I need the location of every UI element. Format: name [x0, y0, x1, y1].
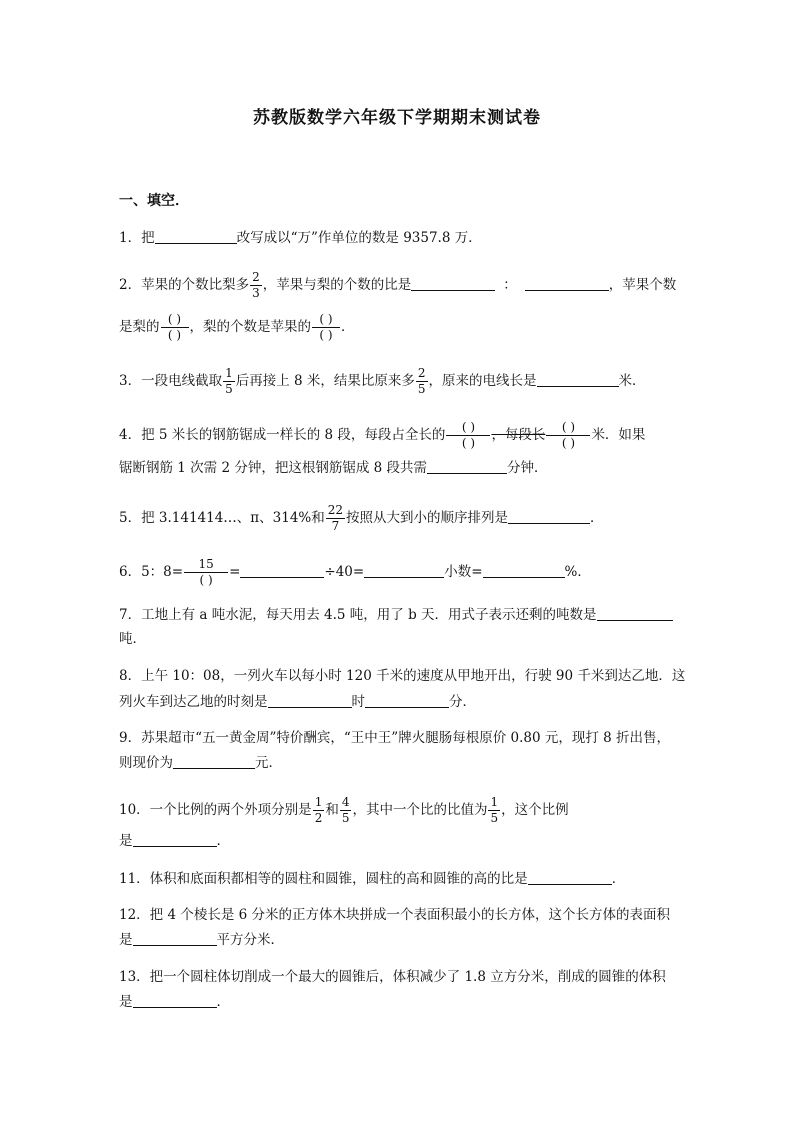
- q3-f1-numerator: 1: [225, 366, 233, 380]
- q9-blank[interactable]: [173, 753, 255, 769]
- question-4-line-1: [119, 420, 679, 451]
- q12-text-b: 是: [119, 932, 133, 948]
- q7-text-b: 吨．: [119, 631, 146, 647]
- page-title: 苏教版数学六年级下学期期末测试卷: [253, 108, 541, 128]
- q4-blank[interactable]: [427, 458, 507, 474]
- question-10-line-1: [119, 795, 679, 826]
- q2-text-g: ．: [341, 319, 355, 335]
- q4-fraction-1[interactable]: [446, 420, 490, 451]
- question-12-line-2: [119, 927, 679, 953]
- q3-f1-denominator: 5: [225, 382, 233, 396]
- section-heading: 一、填空．: [119, 193, 189, 209]
- q2-colon: ：: [503, 277, 517, 293]
- q4-text-b: ，每段长: [491, 427, 546, 443]
- q2-f3-numerator: ( ): [312, 312, 340, 328]
- q6-f1-numerator: 15: [184, 557, 228, 573]
- q6-text-c: ÷40=: [324, 564, 365, 580]
- q2-text-a: 2．苹果的个数比梨多: [119, 277, 250, 293]
- q9-text-a: 9．苏果超市“五一黄金周”特价酬宾，“王中王”牌火腿肠每根原价 0.80 元，现打 8 折出售，: [119, 730, 671, 746]
- question-5: [119, 503, 679, 534]
- q10-text-g: ．: [216, 833, 230, 849]
- q10-fraction-3: [488, 795, 500, 826]
- q2-text-b: ，苹果与梨的个数的比是: [262, 277, 412, 293]
- q1-text-a: 1．把: [119, 230, 155, 246]
- question-1: [119, 225, 679, 251]
- question-6: [119, 557, 679, 588]
- q7-text-a: 7．工地上有 a 吨水泥，每天用去 4.5 吨，用了 b 天．用式子表示还剩的吨数是: [119, 607, 597, 623]
- question-9-line-2: [119, 750, 679, 776]
- q5-text-a: 5．把 3.141414…、π、314%和: [119, 510, 325, 526]
- q10-fraction-1: [313, 795, 325, 826]
- q13-blank[interactable]: [133, 992, 217, 1008]
- q12-blank[interactable]: [133, 930, 217, 946]
- q5-text-c: ．: [590, 510, 604, 526]
- q7-blank[interactable]: [597, 605, 673, 621]
- q3-text-b: 后再接上 8 米，结果比原来多: [235, 373, 415, 389]
- question-11: [119, 866, 679, 892]
- q9-text-c: 元．: [255, 755, 282, 771]
- q9-text-b: 则现价为: [119, 755, 173, 771]
- q4-text-e: 分钟．: [507, 460, 548, 476]
- q6-text-b: =: [229, 564, 241, 580]
- question-2-line-2: [119, 312, 679, 343]
- q13-text-b: 是: [119, 994, 133, 1010]
- q10-text-a: 10．一个比例的两个外项分别是: [119, 802, 312, 818]
- question-3: [119, 366, 679, 397]
- q6-text-d: 小数=: [444, 564, 483, 580]
- question-2-line-1: [119, 270, 679, 301]
- question-13-line-1: [119, 964, 679, 990]
- q3-fraction-1: [223, 366, 235, 397]
- q3-fraction-2: [416, 366, 428, 397]
- question-9-line-1: [119, 725, 679, 751]
- q10-f3-denominator: 5: [490, 811, 499, 825]
- q3-text-c: ，原来的电线长是: [428, 373, 537, 389]
- q4-fraction-2[interactable]: [546, 420, 590, 451]
- q2-text-e: 是梨的: [119, 319, 160, 335]
- q4-text-d: 锯断钢筋 1 次需 2 分钟，把这根钢筋锯成 8 段共需: [119, 460, 428, 476]
- q6-text-a: 6．5：8=: [119, 564, 184, 580]
- q6-blank-1[interactable]: [240, 562, 324, 578]
- q5-f1-numerator: 22: [327, 503, 344, 517]
- q5-f1-denominator: 7: [331, 519, 340, 533]
- q10-fraction-2: [340, 795, 352, 826]
- q8-text-c: 时: [351, 694, 365, 710]
- q3-f2-numerator: 2: [417, 366, 426, 380]
- q11-text-a: 11．体积和底面积都相等的圆柱和圆锥，圆柱的高和圆锥的高的比是: [119, 871, 528, 887]
- q2-f2-numerator: ( ): [161, 312, 189, 328]
- q2-text-f: ，梨的个数是苹果的: [189, 319, 311, 335]
- q2-fraction-2[interactable]: [161, 312, 189, 343]
- q2-blank-2[interactable]: [525, 275, 609, 291]
- q5-text-b: 按照从大到小的顺序排列是: [346, 510, 509, 526]
- q6-blank-2[interactable]: [364, 562, 444, 578]
- q3-f2-denominator: 5: [417, 382, 426, 396]
- q8-blank-minute[interactable]: [365, 692, 449, 708]
- q8-text-b: 列火车到达乙地的时刻是: [119, 694, 268, 710]
- q5-fraction: [326, 503, 345, 534]
- q5-blank[interactable]: [508, 508, 590, 524]
- q13-text-a: 13．把一个圆柱体切削成一个最大的圆锥后，体积减少了 1.8 立方分米，削成的圆锥的体积: [119, 969, 666, 985]
- q6-f1-denominator: ( ): [199, 573, 213, 587]
- question-7-line-2: [119, 626, 679, 652]
- q3-text-d: 米．: [618, 373, 646, 389]
- q10-text-e: 是: [119, 833, 133, 849]
- q10-text-b: 和: [325, 802, 339, 818]
- q4-f2-denominator: ( ): [561, 436, 576, 450]
- q10-blank[interactable]: [133, 831, 217, 847]
- q10-f2-denominator: 5: [341, 811, 350, 825]
- q2-blank-1[interactable]: [411, 275, 495, 291]
- q11-text-b: ．: [611, 871, 626, 887]
- q12-text-a: 12．把 4 个棱长是 6 分米的正方体木块拼成一个表面积最小的长方体，这个长方体的表面积: [119, 907, 671, 923]
- q4-text-a: 4．把 5 米长的钢筋锯成一样长的 8 段，每段占全长的: [119, 427, 446, 443]
- q2-f2-denominator: ( ): [167, 328, 182, 342]
- question-13-line-2: [119, 989, 679, 1015]
- q10-text-d: ，这个比例: [501, 802, 569, 818]
- q10-text-c: ，其中一个比的比值为: [352, 802, 488, 818]
- q1-blank[interactable]: [155, 228, 237, 244]
- q10-f3-numerator: 1: [490, 795, 499, 809]
- q4-f1-denominator: ( ): [461, 436, 476, 450]
- q2-fraction-1: [250, 270, 262, 301]
- q4-text-c: 米．如果: [591, 427, 646, 443]
- q8-text-a: 8．上午 10：08，一列火车以每小时 120 千米的速度从甲地开出，行驶 90 千米到达乙地．这: [119, 668, 686, 684]
- q6-blank-3[interactable]: [483, 562, 565, 578]
- q11-blank[interactable]: [528, 869, 612, 885]
- q2-text-d: ，苹果个数: [608, 277, 677, 293]
- q13-text-c: ．: [216, 994, 230, 1010]
- question-12-line-1: [119, 902, 679, 928]
- question-8-line-2: [119, 689, 679, 715]
- q6-text-e: %．: [564, 564, 591, 580]
- q8-blank-hour[interactable]: [268, 692, 352, 708]
- question-4-line-2: [119, 455, 679, 481]
- question-10-line-2: [119, 828, 679, 854]
- q12-text-c: 平方分米．: [216, 932, 284, 948]
- q10-f2-numerator: 4: [341, 795, 350, 809]
- q3-text-a: 3．一段电线截取: [119, 373, 223, 389]
- question-7-line-1: [119, 602, 679, 628]
- q3-blank[interactable]: [537, 371, 619, 387]
- q8-text-d: 分．: [449, 694, 476, 710]
- q4-f2-numerator: ( ): [546, 420, 590, 436]
- question-8-line-1: [119, 663, 686, 689]
- q1-text-b: 改写成以“万”作单位的数是 9357.8 万．: [236, 230, 482, 246]
- q10-f1-numerator: 1: [314, 795, 323, 809]
- q2-f3-denominator: ( ): [319, 328, 333, 342]
- q4-f1-numerator: ( ): [446, 420, 490, 436]
- q2-fraction-3[interactable]: [312, 312, 340, 343]
- q6-fraction[interactable]: [184, 557, 228, 588]
- q2-f1-denominator: 3: [252, 286, 260, 300]
- q2-f1-numerator: 2: [252, 270, 260, 284]
- q10-f1-denominator: 2: [314, 811, 323, 825]
